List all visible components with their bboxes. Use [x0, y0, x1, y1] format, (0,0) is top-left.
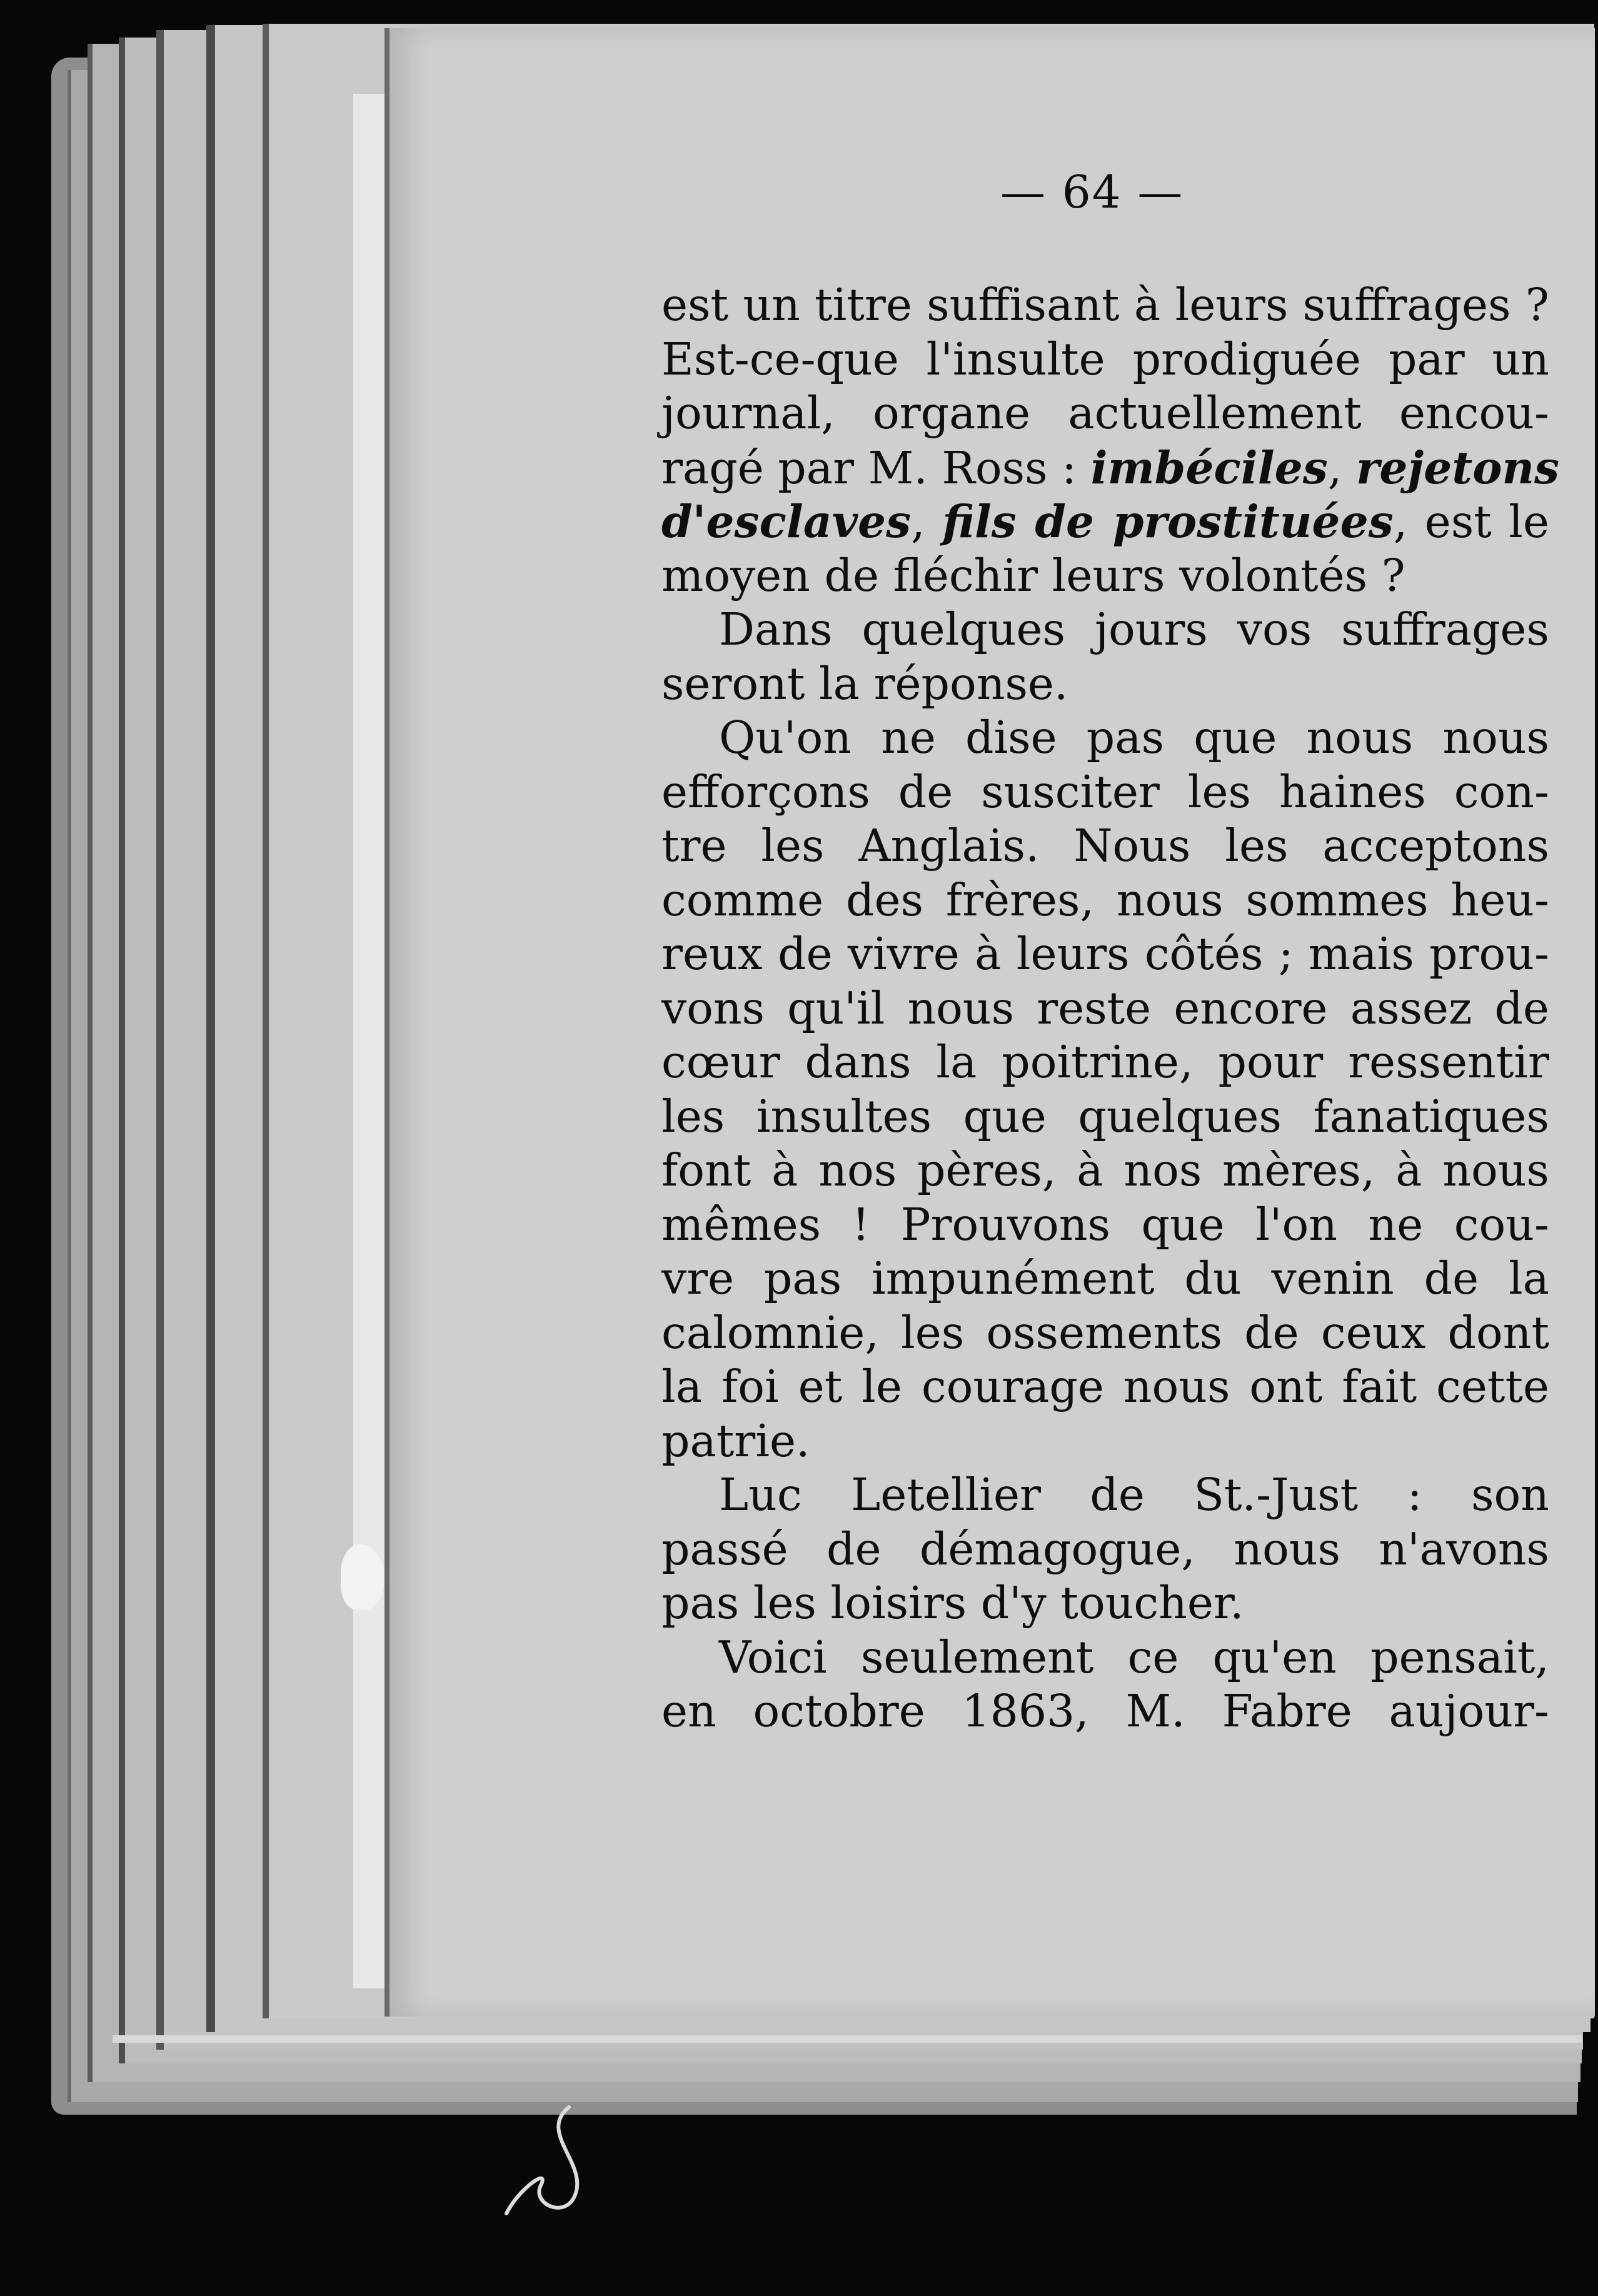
text-line: seront la réponse.: [661, 657, 1068, 710]
text-line: passé de démagogue, nous n'avons: [661, 1523, 1549, 1575]
paper-stain: [341, 1544, 384, 1610]
text-line: comme des frères, nous sommes heu-: [661, 874, 1549, 926]
text-line: Voici seulement ce qu'en pensait,: [719, 1631, 1549, 1683]
text-line: mêmes ! Prouvons que l'on ne cou-: [661, 1198, 1549, 1251]
text-line: les insultes que quelques fanatiques: [661, 1090, 1549, 1142]
text-line: la foi et le courage nous ont fait cette: [661, 1361, 1549, 1412]
text-line: est un titre suffisant à leurs suffrages ?: [661, 279, 1549, 331]
book-bottom-edge: [113, 2035, 1582, 2043]
handwritten-mark: [494, 2095, 606, 2232]
text-line: journal, organe actuellement encou-: [661, 387, 1549, 439]
text-line: pas les loisirs d'y toucher.: [661, 1577, 1244, 1629]
text-line: efforçons de susciter les haines con-: [661, 765, 1549, 818]
text-line: d'esclaves, fils de prostituées, est le: [661, 495, 1550, 548]
text-line: vre pas impunément du venin de la: [661, 1252, 1549, 1304]
text-line: cœur dans la poitrine, pour ressentir: [661, 1036, 1549, 1088]
text-line: reux de vivre à leurs côtés ; mais prou-: [661, 928, 1549, 980]
text-line: en octobre 1863, M. Fabre aujour-: [661, 1685, 1549, 1737]
text-line: calomnie, les ossements de ceux dont: [661, 1306, 1549, 1359]
text-line: Qu'on ne dise pas que nous nous: [719, 712, 1549, 763]
text-line: vons qu'il nous reste encore assez de: [661, 982, 1549, 1034]
text-line: patrie.: [661, 1414, 810, 1467]
text-line: Est-ce-que l'insulte prodiguée par un: [661, 333, 1549, 385]
text-line: font à nos pères, à nos mères, à nous: [661, 1144, 1549, 1196]
page-number: — 64 —: [1000, 166, 1184, 218]
text-line: Dans quelques jours vos suffrages: [719, 603, 1549, 655]
text-line: tre les Anglais. Nous les acceptons: [661, 820, 1549, 872]
text-line: moyen de fléchir leurs volontés ?: [661, 549, 1405, 602]
text-line: ragé par M. Ross : imbéciles, rejetons: [661, 441, 1560, 494]
body-text: [661, 278, 1560, 1739]
text-line: Luc Letellier de St.-Just : son: [719, 1469, 1549, 1521]
